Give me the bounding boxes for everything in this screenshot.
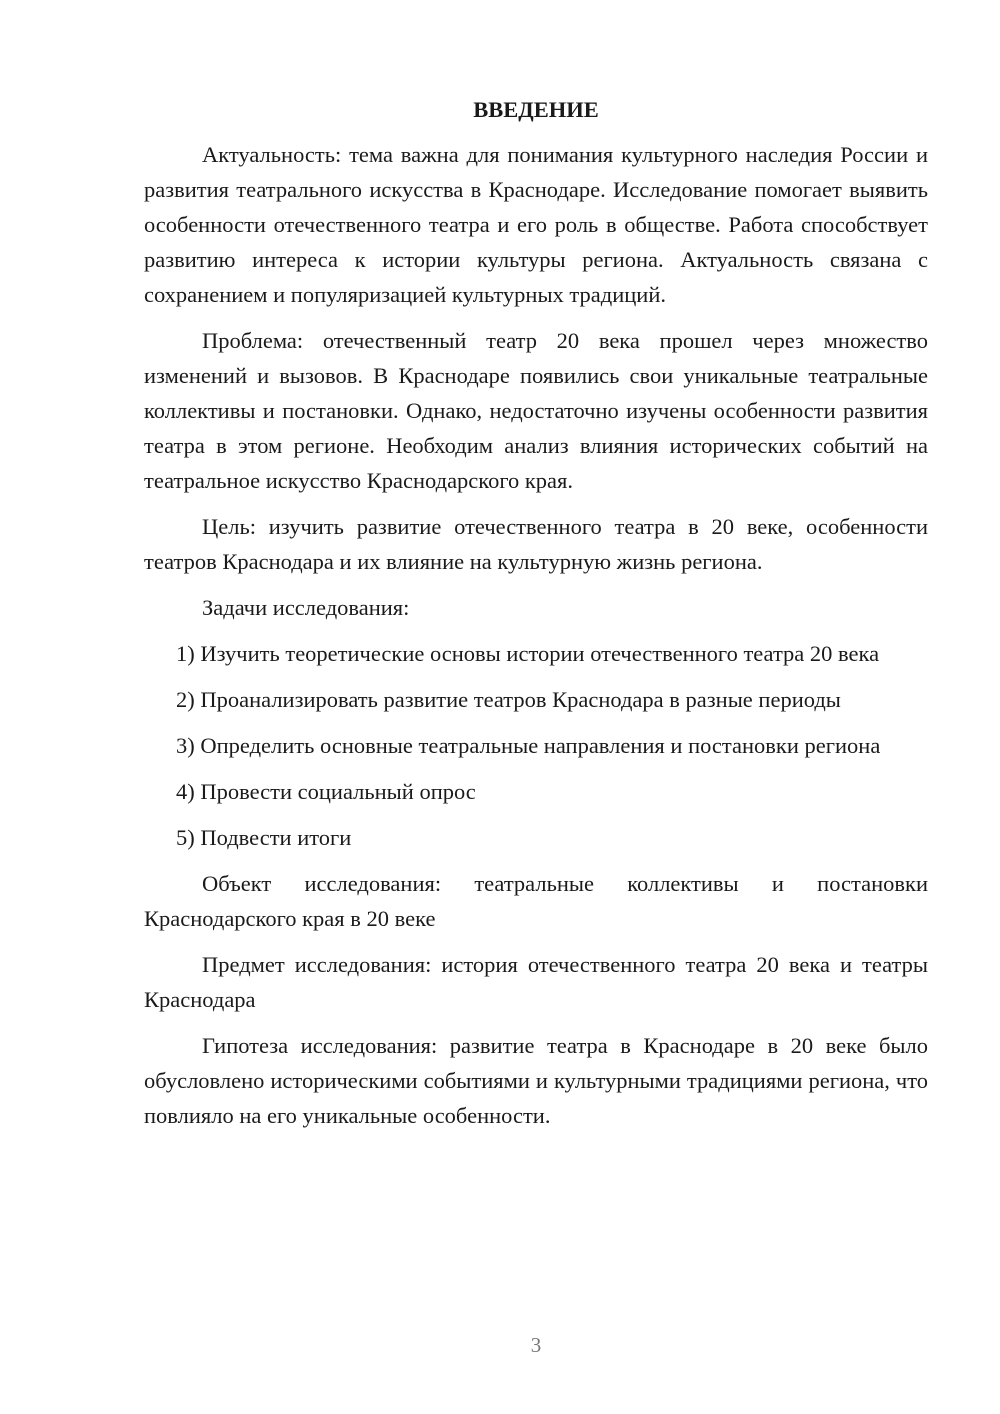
- task-item-3: 3) Определить основные театральные направления и постановки региона: [176, 733, 881, 758]
- relevance-paragraph: Актуальность: тема важна для понимания культурного наследия России и развития театрального искусства в Краснодаре. Исследование помогает выявить особенности отечественного театра и его роль в обществе. Работа способствует развитию интереса к истории культуры региона. Актуальность связана с сохранением и популяризацией культурных традиций.: [144, 142, 928, 307]
- page-number: 3: [530, 1333, 542, 1357]
- task-item-5: 5) Подвести итоги: [176, 825, 352, 850]
- goal-paragraph: Цель: изучить развитие отечественного театра в 20 веке, особенности театров Краснодара и их влияние на культурную жизнь региона.: [144, 514, 928, 574]
- object-paragraph: Объект исследования: театральные коллективы и постановки Краснодарского края в 20 веке: [144, 871, 928, 931]
- task-item-4: 4) Провести социальный опрос: [176, 779, 476, 804]
- task-item-2: 2) Проанализировать развитие театров Краснодара в разные периоды: [176, 687, 841, 712]
- page-body: [144, 92, 928, 1144]
- task-item-1: 1) Изучить теоретические основы истории отечественного театра 20 века: [176, 641, 880, 666]
- section-heading: ВВЕДЕНИЕ: [473, 97, 599, 122]
- tasks-title: Задачи исследования:: [202, 595, 410, 620]
- hypothesis-paragraph: Гипотеза исследования: развитие театра в Краснодаре в 20 веке было обусловлено историческими событиями и культурными традициями региона, что повлияло на его уникальные особенности.: [144, 1033, 928, 1128]
- subject-paragraph: Предмет исследования: история отечественного театра 20 века и театры Краснодара: [144, 952, 928, 1012]
- problem-paragraph: Проблема: отечественный театр 20 века прошел через множество изменений и вызовов. В Краснодаре появились свои уникальные театральные коллективы и постановки. Однако, недостаточно изучены особенности развития театра в этом регионе. Необходим анализ влияния исторических событий на театральное искусство Краснодарского края.: [144, 328, 928, 493]
